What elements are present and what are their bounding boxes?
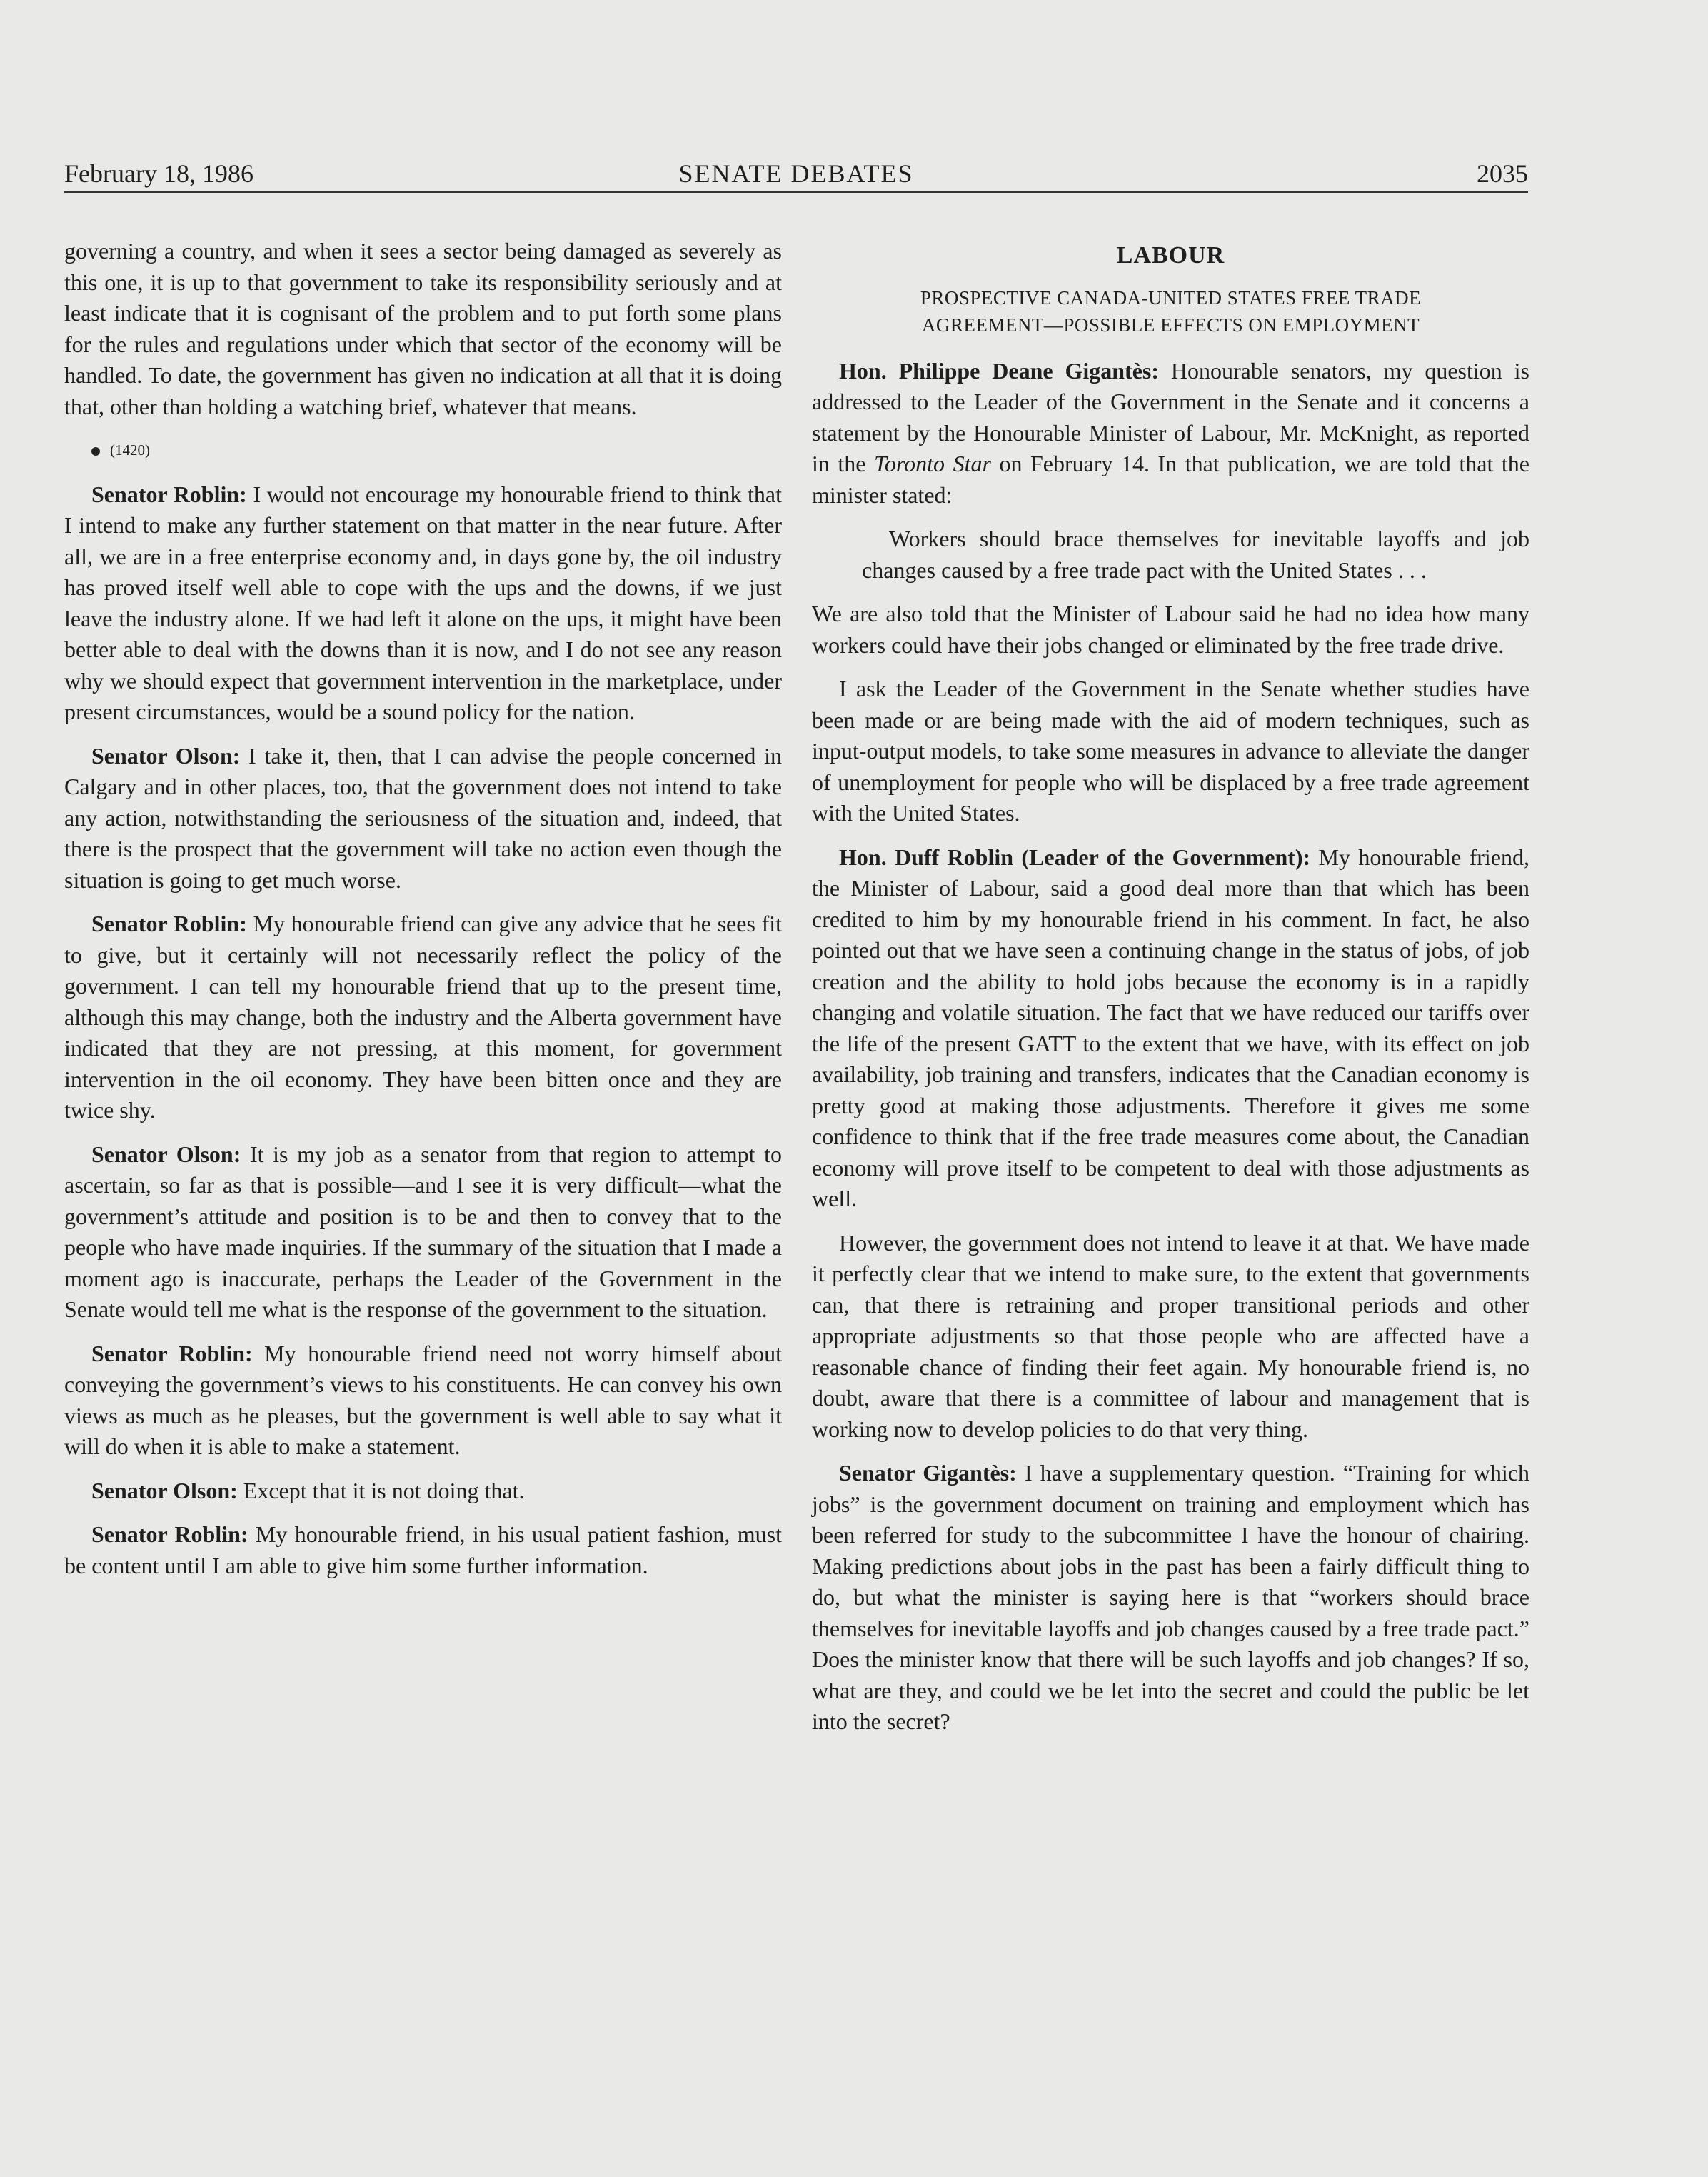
paragraph: We are also told that the Minister of Labour said he had no idea how many workers could have their jobs changed or eliminated by the free trade drive. bbox=[812, 601, 1529, 658]
speech-paragraph bbox=[64, 1338, 782, 1463]
timestamp bbox=[64, 435, 782, 466]
right-column bbox=[812, 236, 1529, 1751]
speaker-name: Senator Roblin: bbox=[91, 1340, 253, 1366]
speech-paragraph bbox=[812, 1458, 1529, 1738]
speech-text: My honourable friend, the Minister of Labour, said a good deal more than that which has been credited to him by my honourable friend in his comment. In fact, he also pointed out that we have seen a continuing change in the status of jobs, of job creation and the ability to hold jobs because the economy is in a rapidly changing and volatile situation. The fact that we have reduced our tariffs over the life of the present GATT to the extent that we have, with its effect on job availability, job training and transfers, indicates that the Canadian economy is pretty good at making those adjustments. Therefore it gives me some confidence to think that if the free trade measures come about, the Canadian economy will prove itself to be competent to deal with those adjustments as well. bbox=[812, 844, 1530, 1211]
speaker-name: Senator Roblin: bbox=[91, 1521, 248, 1547]
speech-paragraph bbox=[64, 1519, 782, 1581]
speaker-name: Senator Olson: bbox=[91, 1477, 238, 1503]
speech-paragraph bbox=[64, 741, 782, 896]
paragraph: I ask the Leader of the Government in the Senate whether studies have been made or are being made with the aid of modern techniques, such as input-output models, to take some measures in advance to alleviate the danger of unemployment for people who will be displaced by a free trade agreement with the United States. bbox=[812, 676, 1529, 826]
speaker-name: Senator Gigantès: bbox=[839, 1460, 1017, 1486]
timestamp-text: (1420) bbox=[110, 441, 150, 459]
section-subtitle bbox=[812, 284, 1529, 339]
speech-text: My honourable friend, in his usual patient fashion, must be content until I am able to give him some further information. bbox=[64, 1521, 783, 1578]
block-quote bbox=[862, 524, 1529, 586]
speech-text: I have a supplementary question. “Training for which jobs” is the government document on training and employment which has been referred for study to the subcommittee I have the honour of chairing. Making predictions about jobs in the past has been a fairly difficult thing to do, but what the minister is saying here is that “workers should brace themselves for inevitable layoffs and job changes caused by a free trade pact.” Does the minister know that there will be such layoffs and job changes? If so, what are they, and could we be let into the secret and could the public be let into the secret? bbox=[812, 1460, 1530, 1734]
speech-text: My honourable friend can give any advice that he sees fit to give, but it certainly will not necessarily reflect the policy of the government. I can tell my honourable friend that up to the present time, although this may change, both the industry and the Alberta government have indicated that they are not pressing, at this moment, for government intervention in the oil economy. They have been bitten once and they are twice shy. bbox=[64, 911, 783, 1123]
header-page-number: 2035 bbox=[1477, 159, 1528, 188]
speech-text: Except that it is not doing that. bbox=[237, 1477, 525, 1503]
speech-paragraph bbox=[64, 479, 782, 728]
header-title: SENATE DEBATES bbox=[678, 159, 914, 188]
paragraph bbox=[812, 1228, 1529, 1446]
speaker-name: Senator Olson: bbox=[91, 742, 241, 769]
publication-name: Toronto Star bbox=[874, 451, 991, 476]
speaker-name: Senator Roblin: bbox=[91, 911, 247, 936]
speech-text: on February 14. In that publication, we are told that the minister stated: bbox=[812, 451, 1530, 508]
speaker-name: Hon. Duff Roblin (Leader of the Government): bbox=[839, 844, 1311, 870]
speech-text: However, the government does not intend to leave it at that. We have made it perfectly clear that we intend to make sure, to the extent that governments can, that there is retraining and proper transitional periods and other appropriate adjustments so that those people who are affected have a reasonable chance of finding their feet again. My honourable friend is, no doubt, aware that there is a committee of labour and management that is working now to develop policies to do that very thing. bbox=[812, 1229, 1529, 1442]
left-column bbox=[64, 236, 782, 1594]
continuation-paragraph: governing a country, and when it sees a sector being damaged as severely as this one, it is up to that government to take its responsibility seriously and at least indicate that it is cognisant of the problem and to put forth some plans for the rules and regulations under which that sector of the economy will be handled. To date, the government has given no indication at all that it is doing that, other than holding a watching brief, whatever that means. bbox=[64, 238, 782, 419]
speaker-name: Senator Olson: bbox=[91, 1141, 241, 1167]
speaker-name: Senator Roblin: bbox=[91, 481, 247, 507]
speech-paragraph bbox=[812, 842, 1529, 1215]
subtitle-line: AGREEMENT—POSSIBLE EFFECTS ON EMPLOYMENT bbox=[921, 314, 1420, 336]
page-header bbox=[64, 151, 1528, 193]
header-date: February 18, 1986 bbox=[64, 159, 253, 188]
speech-text: It is my job as a senator from that region to attempt to ascertain, so far as that is possible—and I see it is very difficult—what the government’s attitude and position is to be and then to convey that to the people who have made inquiries. If the summary of the situation that I made a moment ago is inaccurate, perhaps the Leader of the Government in the Senate would tell me what is the response of the government to the situation. bbox=[64, 1141, 783, 1322]
speech-paragraph bbox=[812, 356, 1529, 511]
quote-text: Workers should brace themselves for inevitable layoffs and job changes caused by a free trade pact with the United States . . . bbox=[862, 526, 1529, 583]
speech-text: Honourable senators, my question is addressed to the Leader of the Government in the Senate and it concerns a statement by the Honourable Minister of Labour, Mr. McKnight, as reported in the bbox=[812, 357, 1530, 476]
speech-paragraph bbox=[64, 909, 782, 1126]
speech-text: I take it, then, that I can advise the people concerned in Calgary and in other places, too, that the government does not intend to take any action, notwithstanding the seriousness of the situation and, indeed, that there is the prospect that the government will take no action even though the situation is going to get much worse. bbox=[64, 742, 783, 893]
subtitle-line: PROSPECTIVE CANADA-UNITED STATES FREE TRADE bbox=[920, 286, 1422, 309]
speech-text: I would not encourage my honourable friend to think that I intend to make any further statement on that matter in the near future. After all, we are in a free enterprise economy and, in days gone by, the oil industry has proved itself well able to cope with the ups and the downs, if we just leave the industry alone. If we had left it alone on the ups, it might have been better able to deal with the downs than it is now, and I do not see any reason why we should expect that government intervention in the marketplace, under present circumstances, would be a sound policy for the nation. bbox=[64, 481, 783, 724]
speech-paragraph bbox=[64, 1139, 782, 1326]
speech-text: My honourable friend need not worry himself about conveying the government’s views to his constituents. He can convey his own views as much as he pleases, but the government is well able to say what it will do when it is able to make a statement. bbox=[64, 1340, 783, 1459]
speaker-name: Hon. Philippe Deane Gigantès: bbox=[839, 357, 1160, 384]
bullet-icon bbox=[91, 447, 100, 456]
section-title: LABOUR bbox=[1116, 242, 1225, 269]
speech-paragraph bbox=[64, 1476, 782, 1507]
